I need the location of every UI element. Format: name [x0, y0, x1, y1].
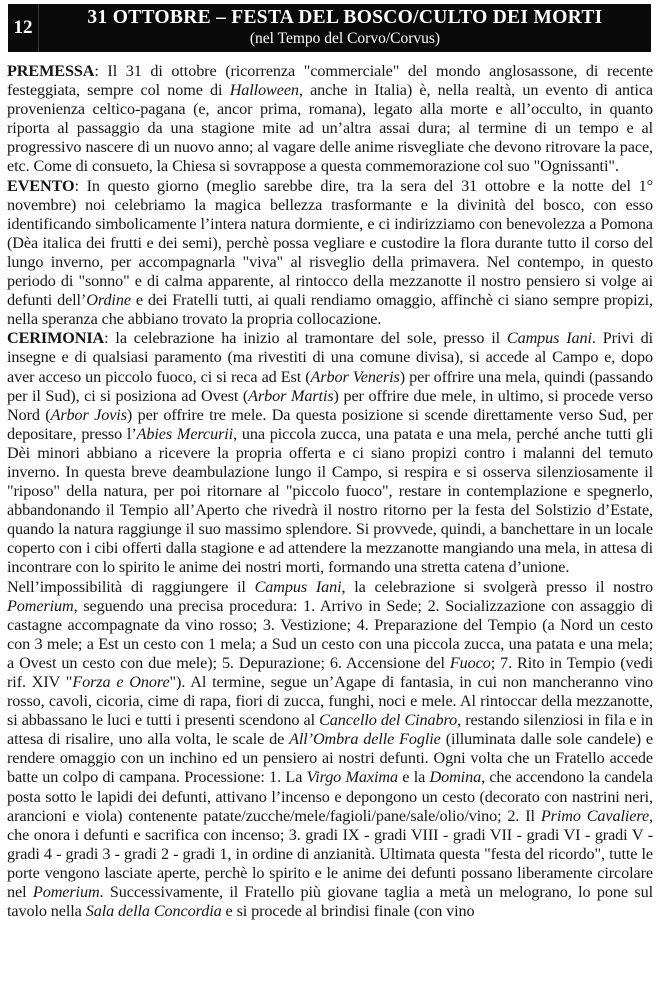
- text-run: . Privi di insegne e di qualsiasi paramento (ma rivestiti di una comune divisa), si accede al Campo e, dopo aver acceso un piccolo fuoco, ci si reca ad Est (: [7, 329, 654, 386]
- paragraph-cerimonia: [7, 329, 653, 577]
- italic-term: Fuoco: [449, 653, 491, 672]
- italic-term: Ordine: [86, 291, 131, 310]
- paragraph-label: EVENTO: [7, 176, 75, 195]
- paragraph-label: CERIMONIA: [7, 329, 105, 348]
- text-run: . Successivamente, il Fratello più giovane taglia a metà un melograno, lo pone sul tavolo nella: [7, 883, 653, 921]
- text-run: ) per offrire tre mele. Da questa posizione si scende direttamente verso Sud, per depositare, presso l’: [7, 405, 653, 443]
- header-title-block: [39, 4, 651, 52]
- paragraph-evento: [7, 177, 653, 330]
- body-text: [7, 62, 653, 921]
- italic-term: Abies Mercurii: [136, 424, 234, 443]
- text-run: , la celebrazione si svolgerà presso il nostro: [341, 577, 653, 596]
- header-banner: [8, 4, 651, 52]
- text-run: : Il 31 di ottobre (ricorrenza "commerciale" del mondo anglosassone, di recente festeggiata, sempre col nome di: [7, 62, 653, 100]
- italic-term: Pomerium: [7, 596, 74, 615]
- italic-term: Halloween: [229, 81, 299, 100]
- text-run: , seguendo una precisa procedura: 1. Arrivo in Sede; 2. Socializzazione con assaggio di castagne accompagnate da vino rosso; 3. Vestizione; 4. Preparazione del Tempio (a Nord un cesto con 3 mele; a Est un cesto con 1 mela; a Sud un cesto con una piccola zucca, una patata e una mela; a Ovest un cesto con due mele); 5. Depurazione; 6. Accensione del: [7, 596, 653, 672]
- italic-term: Arbor Jovis: [50, 405, 127, 424]
- italic-term: Pomerium: [32, 883, 100, 902]
- italic-term: Campus Iani: [506, 329, 592, 348]
- text-run: e dei Fratelli tutti, ai quali rendiamo omaggio, affinchè ci siano sempre propizi, nella speranza che abbiano trovato la propria collocazione.: [7, 291, 653, 329]
- italic-term: Primo Cavaliere: [540, 806, 650, 825]
- text-run: e la: [397, 768, 430, 787]
- italic-term: Virgo Maxima: [306, 768, 398, 787]
- paragraph-label: PREMESSA: [7, 62, 95, 80]
- page-number: 12: [8, 4, 39, 52]
- text-run: , anche in Italia) è, nella realtà, un evento di antica provenienza celtico-pagana (e, ancor prima, romana), legato alla morte e all’occulto, in quanto riporta al passaggio da una stagione mite ad un’altra assai dura; al termine di un tempo e al progressivo nascere di un nuovo anno; al vagare delle anime risvegliate che devono ritrovare la pace, etc. Come di consueto, la Chiesa si sovrappose a questa commemorazione col suo "Ognissanti".: [7, 81, 653, 176]
- text-run: ) per offrire due mele, in ultimo, si procede verso Nord (: [7, 386, 653, 424]
- text-run: , restando silenziosi in fila e in attesa di risalire, uno alla volta, le scale de: [7, 711, 653, 749]
- italic-term: Campus Iani: [254, 577, 342, 596]
- italic-term: Arbor Martis: [248, 386, 334, 405]
- italic-term: Cancello del Cinabro: [319, 711, 458, 730]
- text-run: ; 7. Rito in Tempio (vedi rif. XIV ": [7, 653, 653, 691]
- text-run: : la celebrazione ha inizio al tramontare del sole, presso il: [104, 329, 507, 348]
- paragraph-premessa: [7, 62, 653, 177]
- text-run: Nell’impossibilità di raggiungere il: [7, 577, 255, 596]
- text-run: , che onora i defunti e sacrifica con incenso; 3. gradi IX - gradi VIII - gradi VII - gradi VI - gradi V - gradi 4 - gradi 3 - gradi 2 - gradi 1, in ordine di anzianità. Ultimata questa "festa del ricordo", tutte le porte vengono lasciate aperte, perchè lo spirito e le anime dei defunti possano liberamente circolare nel: [7, 806, 653, 902]
- text-run: "). Al termine, segue un’Agape di fantasia, in cui non mancheranno vino rosso, cavoli, cicoria, cime di rapa, fiori di zucca, funghi, noci e mele. Al rintoccar della mezzanotte, si abbassano le luci e tutti i presenti scendono al: [7, 673, 653, 730]
- text-run: , una piccola zucca, una patata e una mela, perché anche tutti gli Dèi minori abbiano a ricevere la propria offerta e ci siano propizi contro i malanni del temuto inverno. In questa breve deambulazione lungo il Campo, si respira e si osserva silenziosamente il "riposo" della natura, per poi ritornare al "piccolo fuoco", restare in contemplazione e spegnerlo, abbandonando il Tempio all’Aperto che rivedrà il nostro ritorno per la festa del Solstizio d’Estate, quando la natura raggiunge il suo massimo splendore. Si provvede, quindi, a banchettare in un locale coperto con i cibi offerti dalla stagione e ad attendere la mezzanotte mangiando una mela, in attesa di incontrare con lo spirito le anime dei nostri morti, formando una stretta catena d’unione.: [7, 424, 654, 577]
- italic-term: Arbor Veneris: [310, 367, 400, 386]
- page-subtitle: (nel Tempo del Corvo/Corvus): [249, 29, 441, 47]
- italic-term: All’Ombra delle Foglie: [289, 730, 441, 749]
- italic-term: Forza e Onore: [72, 673, 170, 691]
- page-title: 31 OTTOBRE – FESTA DEL BOSCO/CULTO DEI MORTI: [87, 7, 603, 29]
- text-run: (illuminata dalle sole candele) e rendere omaggio con un inchino ed un pensiero ai nostri defunti. Ogni volta che un Fratello accede batte un colpo di campana. Processione: 1. La: [7, 730, 653, 787]
- italic-term: Sala della Concordia: [85, 902, 222, 921]
- text-run: : In questo giorno (meglio sarebbe dire, tra la sera del 31 ottobre e la notte del 1° novembre) noi celebriamo la magica bellezza trasformante e la divinità del bosco, con esso identificando simbolicamente l’intera natura dormiente, e ci indirizziamo con benevolezza a Pomona (Dèa italica dei frutti e dei semi), perchè possa vegliare e custodire la flora durante tutto il corso del lungo inverno, per accompagnarla "viva" al risveglio della primavera. Nel contempo, in questo periodo di "sonno" e di calma apparente, al rintocco della mezzanotte il nostro pensiero si volge ai defunti dell’: [7, 176, 653, 310]
- italic-term: Domina: [429, 768, 482, 787]
- text-run: e si procede al brindisi finale (con vino: [221, 902, 475, 921]
- paragraph-pomerium-procedura: [7, 578, 653, 922]
- text-run: , che accendono la candela posta sotto le lapidi dei defunti, attivano l’incenso e depongono un cesto (decorato con nastrini neri, arancioni e viola) contenente patate/zucche/mele/fagioli/pane/sale/olio/vino; 2. Il: [7, 768, 653, 825]
- text-run: ) per offrire una mela, quindi (passando per il Sud), ci si posiziona ad Ovest (: [7, 367, 654, 405]
